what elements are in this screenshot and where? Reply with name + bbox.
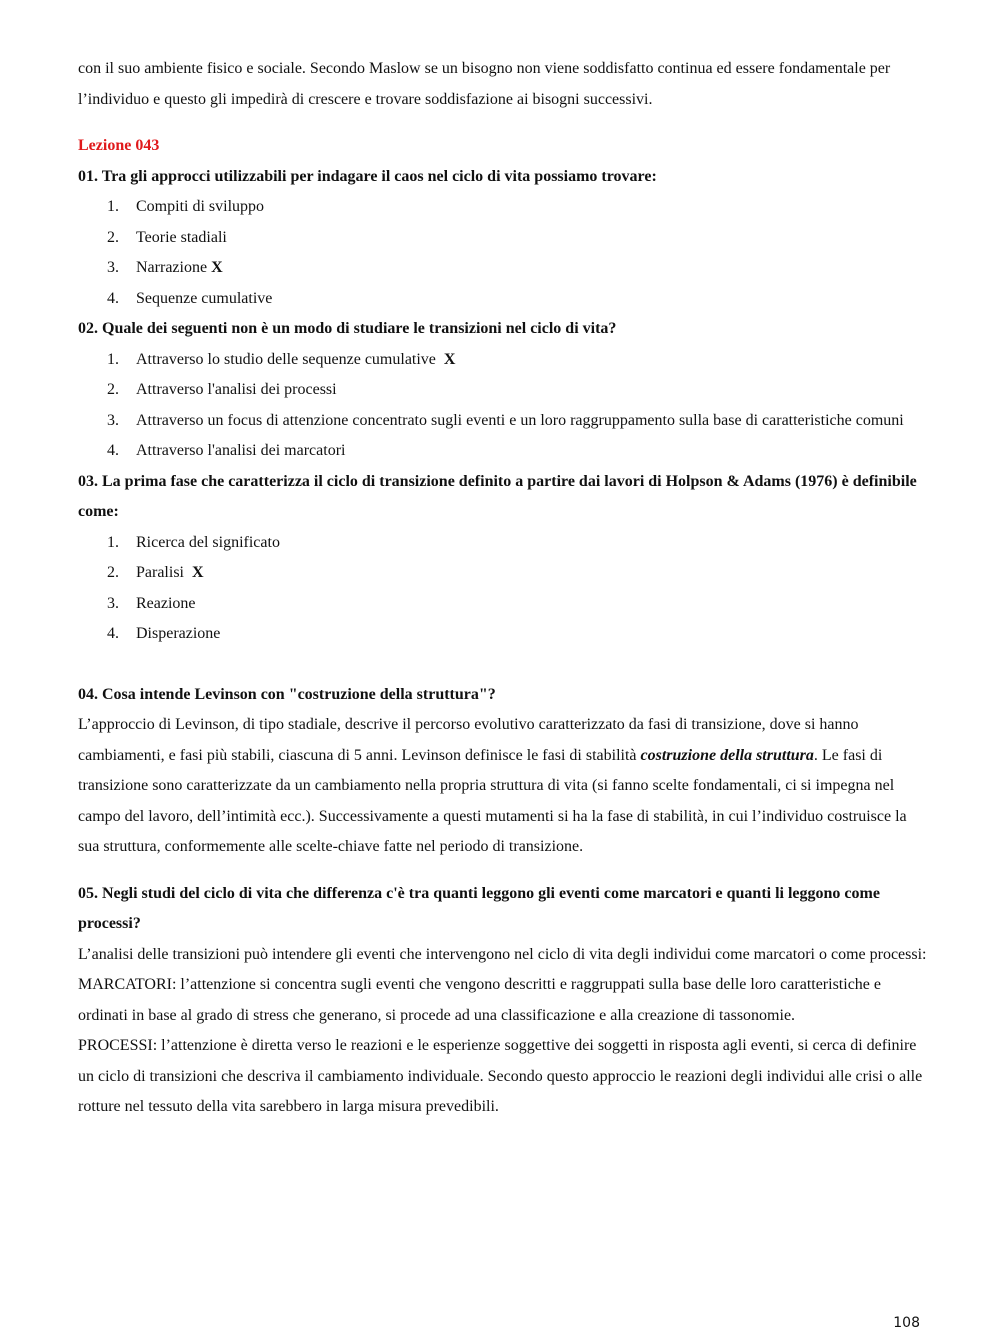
document-page	[78, 54, 928, 1123]
answer-5-intro: L’analisi delle transizioni può intendere gli eventi che intervengono nel ciclo di vita degli individui come marcatori o come processi:	[78, 945, 927, 963]
option-item: 3. Reazione	[107, 594, 196, 612]
answer-4-emphasis: costruzione della struttura	[640, 746, 814, 764]
question-3-options	[78, 528, 928, 650]
question-1-options	[78, 192, 928, 314]
page-number: 108	[893, 1315, 920, 1331]
option-item: 1. Ricerca del significato	[107, 533, 280, 551]
option-item: 1. Compiti di sviluppo	[107, 198, 265, 215]
option-item: 1. Attraverso lo studio delle sequenze cumulative X	[107, 350, 456, 368]
option-item: 3. Narrazione X	[107, 259, 223, 276]
question-5: 05. Negli studi del ciclo di vita che differenza c'è tra quanti leggono gli eventi come marcatori e quanti li leggono come processi?	[78, 884, 880, 932]
option-item: 4. Attraverso l'analisi dei marcatori	[107, 442, 346, 459]
answer-5-markers: MARCATORI: l’attenzione si concentra sugli eventi che vengono descritti e raggruppati sulla base delle loro caratteristiche e ordinati in base al grado di stress che generano, si procede ad una classificazione e alla creazione di tassonomie.	[78, 976, 881, 1024]
correct-answer-mark: X	[211, 259, 223, 276]
question-2: 02. Quale dei seguenti non è un modo di studiare le transizioni nel ciclo di vita?	[78, 320, 617, 337]
option-item: 2. Paralisi X	[107, 564, 204, 581]
answer-4: L’approccio di Levinson, di tipo stadiale, descrive il percorso evolutivo caratterizzato da fasi di transizione, dove si hanno cambiamenti, e fasi più stabili, ciascuna di 5 anni. Levinson definisce le fasi di stabilità costruzione della struttura. Le fasi di transizione sono caratterizzate da un cambiamento nella propria struttura di vita (si fanno scelte fondamentali, ci si impegna nel campo del lavoro, dell’intimità ecc.). Successivamente a questi mutamenti si ha la fase di stabilità, in cui l’individuo costruisce la sua struttura, conformemente alle scelte-chiave fatte nel periodo di transizione.	[78, 716, 907, 855]
lesson-title: Lezione 043	[78, 137, 160, 154]
option-item: 4. Disperazione	[107, 625, 221, 642]
option-item: 2. Attraverso l'analisi dei processi	[107, 381, 337, 398]
answer-5-processes: PROCESSI: l’attenzione è diretta verso le reazioni e le esperienze soggettive dei soggetti in risposta agli eventi, si cerca di definire un ciclo di transizioni che descriva il cambiamento individuale. Secondo questo approccio le reazioni degli individui alle crisi o alle rotture nel tessuto della vita sarebbero in larga misura prevedibili.	[78, 1037, 923, 1115]
correct-answer-mark: X	[192, 564, 204, 581]
option-item: 3. Attraverso un focus di attenzione concentrato sugli eventi e un loro raggruppamento sulla base di caratteristiche comuni	[107, 411, 904, 429]
question-1: 01. Tra gli approcci utilizzabili per indagare il caos nel ciclo di vita possiamo trovare:	[78, 167, 657, 185]
correct-answer-mark: X	[443, 350, 456, 368]
question-2-options	[78, 345, 928, 467]
question-4: 04. Cosa intende Levinson con "costruzione della struttura"?	[78, 685, 496, 703]
option-item: 4. Sequenze cumulative	[107, 289, 273, 307]
option-item: 2. Teorie stadiali	[107, 228, 227, 246]
intro-paragraph: con il suo ambiente fisico e sociale. Secondo Maslow se un bisogno non viene soddisfatto continua ed essere fondamentale per l’individuo e questo gli impedirà di crescere e trovare soddisfazione ai bisogni successivi.	[78, 60, 891, 108]
question-3: 03. La prima fase che caratterizza il ciclo di transizione definito a partire dai lavori di Holpson & Adams (1976) è definibile come:	[78, 472, 917, 520]
